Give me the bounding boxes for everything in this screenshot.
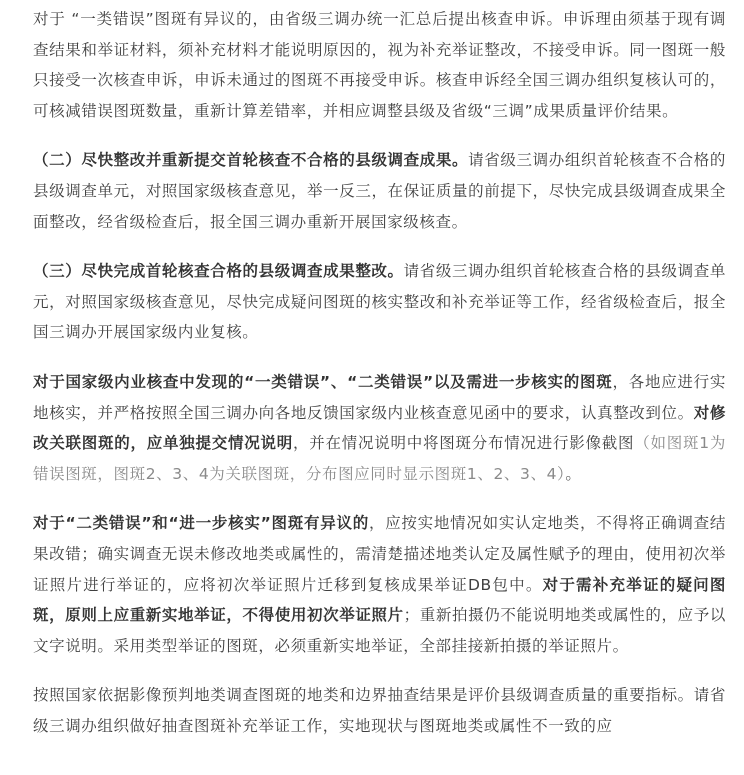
section-three-text: 请省级三调办组织首轮核查合格的县级调查单元，对照国家级核查意见，尽快完成疑问图斑的核实整改和补充举证等工作，经省级检查后，报全国三调办开展国家级内业复核。	[33, 262, 726, 342]
paragraph-national-check	[33, 367, 726, 489]
paragraph-second-class	[33, 508, 726, 661]
spot-check-text: 按照国家依据影像预判地类调查图斑的地类和边界抽查结果是评价县级调查质量的重要指标。请省级三调办组织做好抽查图斑补充举证工作，实地现状与图斑地类或属性不一致的应	[33, 686, 726, 735]
related-patch-text: ，并在情况说明中将图斑分布情况进行影像截图	[293, 434, 635, 453]
re-evidence-text: ；重新拍摄仍不能说明地类或属性的，应予以文字说明。采用类型举证的图斑，必须重新实地举证，全部挂接新拍摄的举证照片。	[33, 606, 726, 655]
national-check-text: ，各地应进行实地核实，并严格按照全国三调办向各地反馈国家级内业核查意见函中的要求，认真整改到位。	[33, 372, 727, 422]
second-class-lead: 对于“二类错误”和“进一步核实”图斑有异议的	[33, 514, 369, 533]
section-two-heading: （二）尽快整改并重新提交首轮核查不合格的县级调查成果。	[33, 151, 469, 170]
second-class-text: ，应按实地情况如实认定地类，不得将正确调查结果改错；确实调查无误未修改地类或属性的，需清楚描述地类认定及属性赋予的理由，使用初次举证照片进行举证的，应将初次举证照片迁移到复核成果举证DB包中。	[33, 514, 727, 594]
paragraph-section-three	[33, 256, 726, 348]
re-evidence-emphasis: 对于需补充举证的疑问图斑，原则上应重新实地举证，不得使用初次举证照片	[33, 575, 726, 625]
paragraph-section-two	[33, 145, 726, 237]
section-two-text: 请省级三调办组织首轮核查不合格的县级调查单元，对照国家级核查意见，举一反三，在保证质量的前提下，尽快完成县级调查成果全面整改，经省级检查后，报全国三调办重新开展国家级核查。	[33, 151, 727, 231]
related-patch-emphasis: 对修改关联图斑的，应单独提交情况说明	[33, 403, 726, 453]
appeal-text: 对于 “一类错误”图斑有异议的，由省级三调办统一汇总后提出核查申诉。申诉理由须基于现有调查结果和举证材料，须补充材料才能说明原因的，视为补充举证整改，不接受申诉。同一图斑一般只接受一次核查申诉，申诉未通过的图斑不再接受申诉。核查申诉经全国三调办组织复核认可的，可核减错误图斑数量，重新计算差错率，并相应调整县级及省级“三调”成果质量评价结果。	[33, 10, 726, 120]
national-check-lead: 对于国家级内业核查中发现的“一类错误”、“二类错误”以及需进一步核实的图斑	[33, 372, 613, 391]
closing-punctuation: 。	[565, 464, 582, 483]
example-note: （如图斑1为错误图斑，图斑2、3、4为关联图斑，分布图应同时显示图斑1、2、3、4）	[33, 434, 726, 483]
section-three-heading: （三）尽快完成首轮核查合格的县级调查成果整改。	[33, 262, 404, 281]
paragraph-spot-check	[33, 680, 726, 741]
paragraph-appeal	[33, 4, 726, 126]
